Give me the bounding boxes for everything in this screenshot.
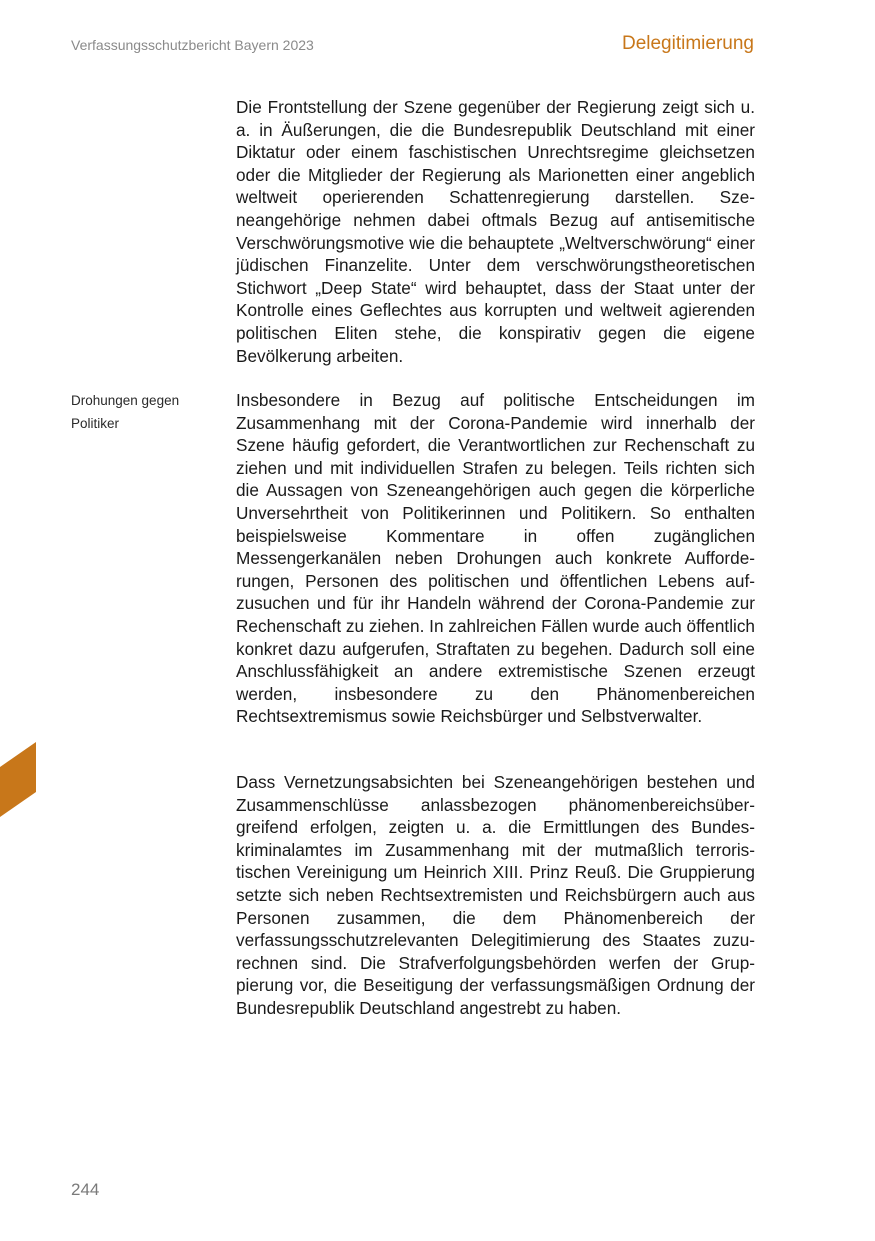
- margin-note-line-2: Politiker: [71, 416, 120, 431]
- running-header-publication: Verfassungsschutzbericht Bayern 2023: [71, 37, 314, 53]
- body-paragraph-1: Die Frontstellung der Szene gegenüber der Regierung zeigt sich u. a. in Äußerungen, die die Bundesrepublik Deutschland mit einer Diktatur oder einem faschistischen Unrechtsregime gleichsetzen oder die Mitglieder der Regierung als Marionetten einer angeblich weltweit operierenden Schattenregierung darstellen. Szeneangehörige nehmen dabei oftmals Bezug auf antisemitische Verschwörungsmotive wie die behauptete „Weltverschwörung“ einer jüdischen Finanzelite. Unter dem verschwörungstheoretischen Stichwort „Deep State“ wird behauptet, dass der Staat unter der Kontrolle eines Geflechtes aus korrupten und weltweit agierenden politischen Eliten stehe, die konspirativ gegen die eigene Bevölkerung arbeiten.: [236, 97, 755, 366]
- body-paragraph-2: Insbesondere in Bezug auf politische Entscheidungen im Zusammenhang mit der Corona-Pandemie wird innerhalb der Szene häufig gefordert, die Verantwortlichen zur Rechenschaft zu ziehen und mit individuellen Strafen zu belegen. Teils richten sich die Aussagen von Szeneangehörigen auch gegen die körperliche Unversehrtheit von Politikerinnen und Politikern. So enthalten beispielsweise Kommentare in offen zugänglichen Messengerkanälen neben Drohungen auch konkrete Aufforderungen, Personen des politischen und öffentlichen Lebens aufzusuchen und für ihr Handeln während der Corona-Pandemie zur Rechenschaft zu ziehen. In zahlreichen Fällen wurde auch öffentlich konkret dazu aufgerufen, Straftaten zu begehen. Dadurch soll eine Anschlussfähigkeit an andere extremistische Szenen erzeugt werden, insbesondere zu den Phänomenbereichen Rechtsextremismus sowie Reichsbürger und Selbstverwalter.: [236, 390, 755, 727]
- running-header-section: Delegitimierung: [621, 33, 754, 54]
- body-paragraph-3: Dass Vernetzungsabsichten bei Szeneangehörigen bestehen und Zusammenschlüsse anlassbezogen phänomenbereichsübergreifend erfolgen, zeigten u. a. die Ermittlungen des Bundeskriminalamtes im Zusammenhang mit der mutmaßlich terroristischen Vereinigung um Heinrich XIII. Prinz Reuß. Die Gruppierung setzte sich neben Rechtsextremisten und Reichsbürgern auch aus Personen zusammen, die dem Phänomenbereich der verfassungsschutzrelevanten Delegitimierung des Staates zuzurechnen sind. Die Strafverfolgungsbehörden werfen der Gruppierung vor, die Beseitigung der verfassungsmäßigen Ordnung der Bundesrepublik Deutschland angestrebt zu haben.: [236, 772, 755, 1018]
- section-accent-tab: [0, 742, 36, 817]
- margin-note-line-1: Drohungen gegen: [71, 393, 180, 408]
- page-number: 244: [71, 1180, 100, 1199]
- accent-tab-shape: [0, 742, 36, 817]
- margin-note: [71, 389, 211, 435]
